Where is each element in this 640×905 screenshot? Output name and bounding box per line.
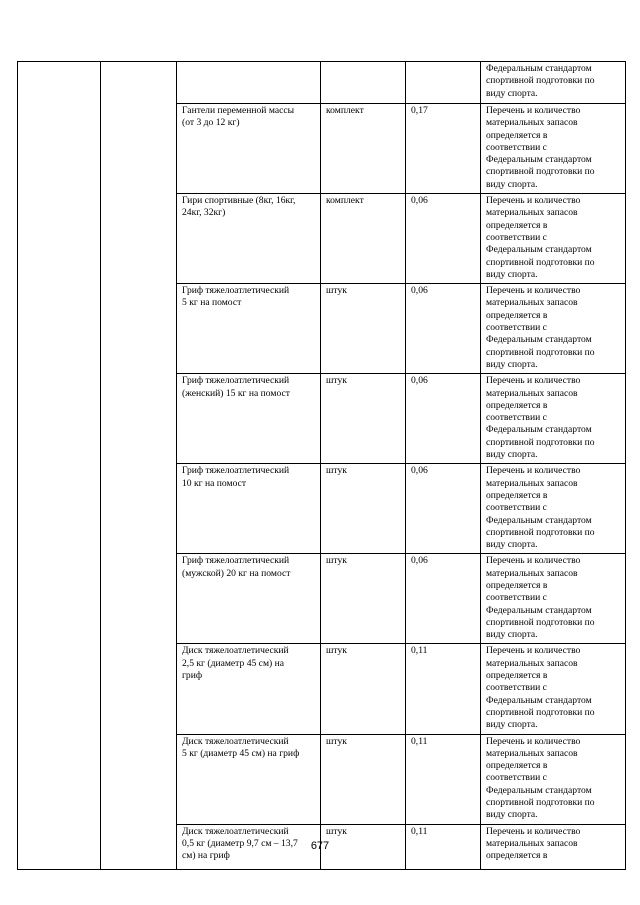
- merged-cell-col2: [101, 62, 177, 870]
- unit-cell: штук: [321, 734, 406, 824]
- page-number: 677: [310, 840, 330, 852]
- note-cell: Перечень и количество материальных запасов определяется в соответствии с Федеральным стандартом спортивной подготовки по виду спорта.: [481, 464, 626, 554]
- unit-cell: штук: [321, 644, 406, 734]
- quantity-cell: 0,11: [406, 644, 481, 734]
- item-name-cell: Диск тяжелоатлетический 0,5 кг (диаметр 9,7 см – 13,7 см) на гриф: [177, 824, 321, 869]
- quantity-cell: 0,17: [406, 104, 481, 194]
- note-cell: Перечень и количество материальных запасов определяется в соответствии с Федеральным стандартом спортивной подготовки по виду спорта.: [481, 194, 626, 284]
- unit-cell: штук: [321, 824, 406, 869]
- unit-cell: [321, 62, 406, 104]
- note-cell: Перечень и количество материальных запасов определяется в соответствии с Федеральным стандартом спортивной подготовки по виду спорта.: [481, 734, 626, 824]
- quantity-cell: 0,06: [406, 464, 481, 554]
- merged-cell-col1: [18, 62, 101, 870]
- quantity-cell: 0,06: [406, 284, 481, 374]
- unit-cell: комплект: [321, 194, 406, 284]
- unit-cell: штук: [321, 374, 406, 464]
- quantity-cell: 0,11: [406, 734, 481, 824]
- item-name-cell: Гриф тяжелоатлетический 10 кг на помост: [177, 464, 321, 554]
- note-cell: Перечень и количество материальных запасов определяется в: [481, 824, 626, 869]
- item-name-cell: Гири спортивные (8кг, 16кг, 24кг, 32кг): [177, 194, 321, 284]
- quantity-cell: 0,11: [406, 824, 481, 869]
- quantity-cell: 0,06: [406, 194, 481, 284]
- item-name-cell: Гриф тяжелоатлетический 5 кг на помост: [177, 284, 321, 374]
- quantity-cell: [406, 62, 481, 104]
- unit-cell: штук: [321, 554, 406, 644]
- unit-cell: штук: [321, 284, 406, 374]
- quantity-cell: 0,06: [406, 554, 481, 644]
- note-cell: Перечень и количество материальных запасов определяется в соответствии с Федеральным стандартом спортивной подготовки по виду спорта.: [481, 374, 626, 464]
- item-name-cell: Диск тяжелоатлетический 2,5 кг (диаметр 45 см) на гриф: [177, 644, 321, 734]
- item-name-cell: Гриф тяжелоатлетический (женский) 15 кг на помост: [177, 374, 321, 464]
- item-name-cell: [177, 62, 321, 104]
- note-cell: Перечень и количество материальных запасов определяется в соответствии с Федеральным стандартом спортивной подготовки по виду спорта.: [481, 554, 626, 644]
- equipment-table: [17, 61, 626, 870]
- table-row: [18, 62, 626, 104]
- note-cell: Перечень и количество материальных запасов определяется в соответствии с Федеральным стандартом спортивной подготовки по виду спорта.: [481, 284, 626, 374]
- unit-cell: штук: [321, 464, 406, 554]
- item-name-cell: Диск тяжелоатлетический 5 кг (диаметр 45 см) на гриф: [177, 734, 321, 824]
- unit-cell: комплект: [321, 104, 406, 194]
- item-name-cell: Гриф тяжелоатлетический (мужской) 20 кг на помост: [177, 554, 321, 644]
- note-cell: Федеральным стандартом спортивной подготовки по виду спорта.: [481, 62, 626, 104]
- item-name-cell: Гантели переменной массы (от 3 до 12 кг): [177, 104, 321, 194]
- note-cell: Перечень и количество материальных запасов определяется в соответствии с Федеральным стандартом спортивной подготовки по виду спорта.: [481, 644, 626, 734]
- note-cell: Перечень и количество материальных запасов определяется в соответствии с Федеральным стандартом спортивной подготовки по виду спорта.: [481, 104, 626, 194]
- quantity-cell: 0,06: [406, 374, 481, 464]
